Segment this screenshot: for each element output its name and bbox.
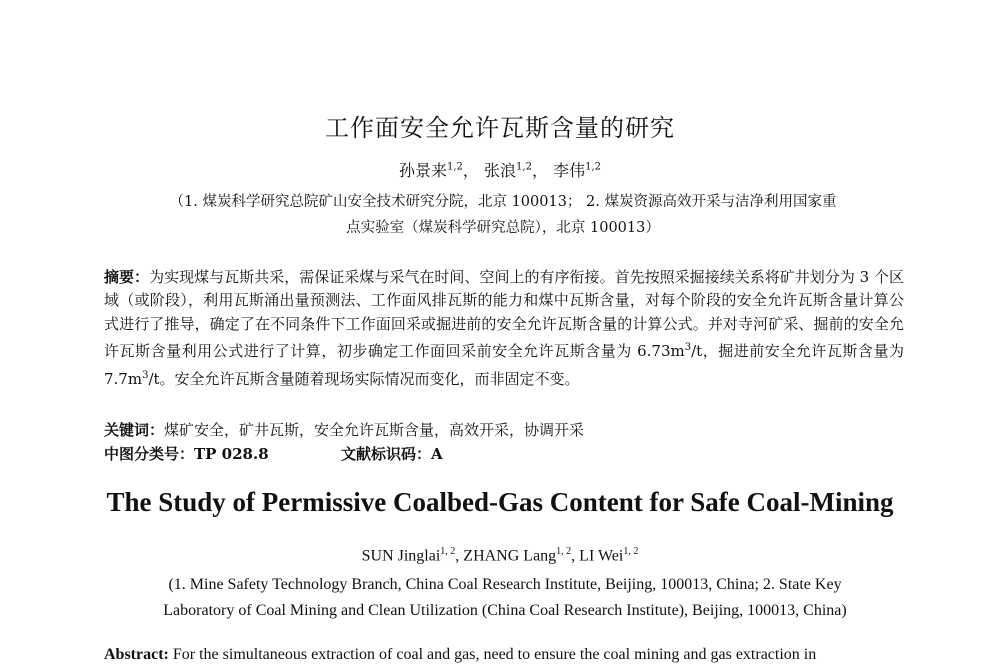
- abstract-text: 为实现煤与瓦斯共采，需保证采煤与采气在时间、空间上的有序衔接。首先按照采掘接续关系将矿井划分为 3 个区域（或阶段），利用瓦斯涌出量预测法、工作面风排瓦斯的能力和煤中瓦斯含量，对每个阶段的安全允许瓦斯含量计算公式进行了推导，确定了在不同条件下工作面回采或掘进前的安全允许瓦斯含量的计算公式。并对寺河矿采、掘前的安全允许瓦斯含量利用公式进行了计算，初步确定工作面回采前安全允许瓦斯含量为 6.73m: [104, 268, 904, 361]
- author-superscript: 1,2: [585, 161, 601, 173]
- author-superscript: 1,2: [516, 161, 532, 173]
- chinese-affiliations: [100, 189, 906, 241]
- class-label: 中图分类号：: [104, 445, 195, 463]
- affiliation-line: Laboratory of Coal Mining and Clean Utilization (China Coal Research Institute), Beijing, 100013, China): [163, 602, 847, 619]
- english-affiliations: [110, 572, 900, 624]
- affiliation-line: (1. Mine Safety Technology Branch, China Coal Research Institute, Beijing, 100013, China; 2. State Key: [168, 576, 842, 593]
- author-name: 李伟: [553, 161, 586, 180]
- affiliation-line: （1. 煤炭科学研究总院矿山安全技术研究分院，北京 100013； 2. 煤炭资源高效开采与洁净利用国家重: [169, 194, 837, 210]
- author-superscript: 1, 2: [623, 546, 639, 557]
- abstract-text: /t，掘进前安全允许瓦斯含量为 7.7m: [104, 342, 904, 388]
- english-authors: SUN Jinglai$^{1, 2}$, ZHANG Lang$^{1, 2}$, LI Wei$^{1, 2}$: [361, 546, 639, 565]
- author-separator: ，: [531, 161, 548, 180]
- chinese-authors: [0, 158, 1000, 181]
- keywords-label: 关键词：: [104, 421, 165, 439]
- abstract-label: Abstract:: [104, 646, 169, 663]
- author-separator: ，: [462, 161, 479, 180]
- abstract-label: 摘要：: [104, 268, 150, 286]
- chinese-keywords: [104, 419, 904, 440]
- english-abstract: [104, 646, 904, 664]
- superscript: 3: [684, 342, 692, 354]
- author-name: LI Wei: [579, 547, 624, 565]
- author-name: SUN Jinglai: [361, 547, 441, 565]
- chinese-title: 工作面安全允许瓦斯含量的研究: [325, 114, 675, 142]
- author-superscript: 1, 2: [556, 546, 572, 557]
- affiliation-line: 点实验室（煤炭科学研究总院），北京 100013）: [346, 220, 660, 236]
- abstract-text: For the simultaneous extraction of coal and gas, need to ensure the coal mining and gas extraction in: [168, 646, 817, 663]
- classification-line: [104, 443, 904, 464]
- abstract-text: /t。安全允许瓦斯含量随着现场实际情况而变化，而非固定不变。: [148, 369, 580, 388]
- chinese-abstract: [104, 266, 904, 391]
- class-value: TP 028.8: [194, 445, 269, 463]
- author-name: 孙景来: [399, 161, 448, 180]
- english-title: The Study of Permissive Coalbed-Gas Content for Safe Coal-Mining: [106, 487, 894, 517]
- keywords-text: 煤矿安全，矿井瓦斯，安全允许瓦斯含量，高效开采，协调开采: [164, 421, 585, 439]
- document-id: [341, 443, 443, 464]
- author-superscript: 1, 2: [440, 546, 456, 557]
- superscript: 3: [142, 369, 149, 381]
- docid-value: A: [431, 445, 443, 463]
- docid-label: 文献标识码：: [341, 445, 432, 463]
- author-name: 张浪: [484, 161, 517, 180]
- author-superscript: 1,2: [447, 161, 463, 173]
- author-name: ZHANG Lang: [463, 547, 557, 565]
